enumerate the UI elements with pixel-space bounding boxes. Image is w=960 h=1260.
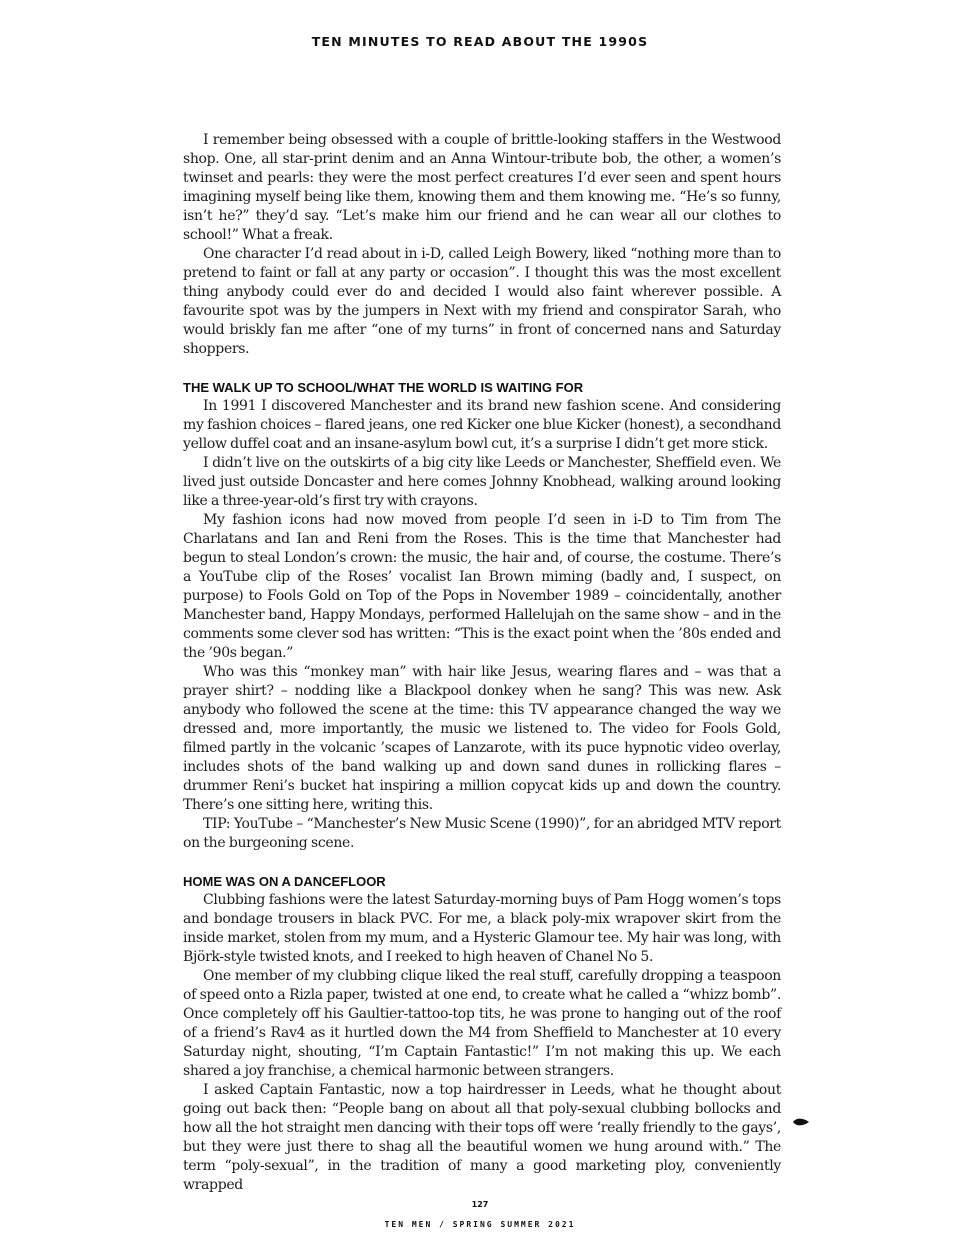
paragraph: My fashion icons had now moved from people I’d seen in i-D to Tim from The Charlatans and Ian and Reni from the Roses. This is the time that Manchester had begun to steal London’s crown: the music, the hair and, of course, the costume. There’s a YouTube clip of the Roses’ vocalist Ian Brown miming (badly and, I suspect, on purpose) to Fools Gold on Top of the Pops in November 1989 – coincidentally, another Manchester band, Happy Mondays, performed Hallelujah on the same show – and in the comments some clever sod has written: “This is the exact point when the ’80s ended and the ’90s began.” (183, 512, 781, 661)
paragraph: Clubbing fashions were the latest Saturday-morning buys of Pam Hogg women’s tops and bondage trousers in black PVC. For me, a black poly-mix wrapover skirt from the inside market, stolen from my mum, and a Hysteric Glamour tee. My hair was long, with Björk-style twisted knots, and I reeked to high heaven of Chanel No 5. (183, 892, 781, 965)
continue-arrow-icon (792, 1116, 810, 1128)
section-heading: HOME WAS ON A DANCEFLOOR (183, 874, 386, 889)
paragraph: Who was this “monkey man” with hair like Jesus, wearing flares and – was that a prayer shirt? – nodding like a Blackpool donkey when he sang? This was new. Ask anybody who followed the scene at the time: this TV appearance changed the way we dressed and, more importantly, the music we listened to. The video for Fools Gold, filmed partly in the volcanic ’scapes of Lanzarote, with its puce hypnotic video overlay, includes shots of the band walking up and down sand dunes in rollicking flares – drummer Reni’s bucket hat inspiring a million copycat kids up and down the country. There’s one sitting here, writing this. (183, 664, 781, 813)
paragraph: One member of my clubbing clique liked the real stuff, carefully dropping a teaspoon of speed onto a Rizla paper, twisted at one end, to create what he called a “whizz bomb”. Once completely off his Gaultier-tattoo-top tits, he was prone to hanging out of the roof of a friend’s Rav4 as it hurtled down the M4 from Sheffield to Manchester at 10 every Saturday night, shouting, “I’m Captain Fantastic!” I’m not making this up. We each shared a joy franchise, a chemical harmonic between strangers. (183, 968, 781, 1079)
article-body (183, 131, 781, 1195)
paragraph: One character I’d read about in i-D, called Leigh Bowery, liked “nothing more than to pretend to faint or fall at any party or occasion”. I thought this was the most excellent thing anybody could ever do and decided I would also faint wherever possible. A favourite spot was by the jumpers in Next with my friend and conspirator Sarah, who would briskly fan me after “one of my turns” in front of concerned nans and Saturday shoppers. (183, 246, 781, 357)
section-walk-up-to-school (183, 378, 781, 853)
paragraph: I remember being obsessed with a couple of brittle-looking staffers in the Westwood shop. One, all star-print denim and an Anna Wintour-tribute bob, the other, a women’s twinset and pearls: they were the most perfect creatures I’d ever seen and spent hours imagining myself being like them, knowing them and them knowing me. “He’s so funny, isn’t he?” they’d say. “Let’s make him our friend and he can wear all our clothes to school!” What a freak. (183, 132, 781, 243)
paragraph: I asked Captain Fantastic, now a top hairdresser in Leeds, what he thought about going out back then: “People bang on about all that poly-sexual clubbing bollocks and how all the hot straight men dancing with their tops off were ‘really friendly to the gays’, but they were just there to shag all the beautiful women we hung around with.” The term “poly-sexual”, in the tradition of many a good marketing ploy, conveniently wrapped (183, 1082, 781, 1193)
magazine-issue: TEN MEN / SPRING SUMMER 2021 (384, 1220, 576, 1229)
page-number: 127 (471, 1200, 489, 1209)
paragraph: TIP: YouTube – “Manchester’s New Music Scene (1990)”, for an abridged MTV report on the burgeoning scene. (183, 816, 781, 851)
paragraph: In 1991 I discovered Manchester and its brand new fashion scene. And considering my fashion choices – flared jeans, one red Kicker one blue Kicker (honest), a secondhand yellow duffel coat and an insane-asylum bowl cut, it’s a surprise I didn’t get more stick. (183, 398, 781, 452)
section-home-was-on-a-dancefloor (183, 872, 781, 1195)
section-heading: THE WALK UP TO SCHOOL/WHAT THE WORLD IS WAITING FOR (183, 380, 584, 395)
paragraph: I didn’t live on the outskirts of a big city like Leeds or Manchester, Sheffield even. We lived just outside Doncaster and here comes Johnny Knobhead, walking around looking like a three-year-old’s first try with crayons. (183, 455, 781, 509)
intro-section (183, 131, 781, 359)
running-title: TEN MINUTES TO READ ABOUT THE 1990S (311, 34, 649, 49)
